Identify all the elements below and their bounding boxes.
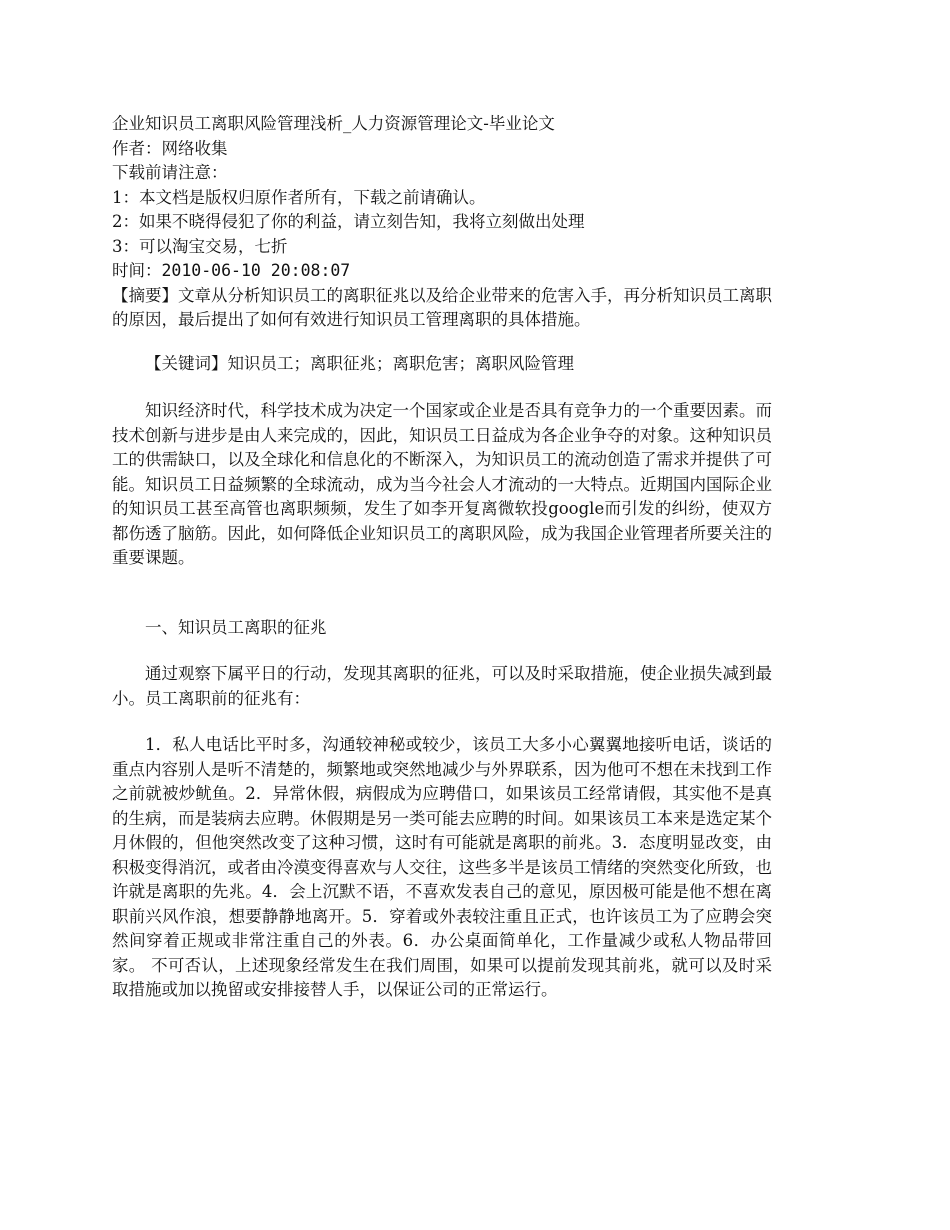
section-1-body-paragraph: 1．私人电话比平时多，沟通较神秘或较少，该员工大多小心翼翼地接听电话，谈话的重点内容别人是听不清楚的，频繁地或突然地减少与外界联系，因为他可不想在未找到工作之前就被炒鱿鱼。2．异常休假，病假成为应聘借口，如果该员工经常请假，其实他不是真的生病，而是装病去应聘。休假期是另一类可能去应聘的时间。如果该员工本来是选定某个月休假的，但他突然改变了这种习惯，这时有可能就是离职的前兆。3．态度明显改变，由积极变得消沉，或者由冷漠变得喜欢与人交往，这些多半是该员工情绪的突然变化所致，也许就是离职的先兆。4．会上沉默不语，不喜欢发表自己的意见，原因极可能是他不想在离职前兴风作浪，想要静静地离开。5．穿着或外表较注重且正式，也许该员工为了应聘会突然间穿着正规或非常注重自己的外表。6．办公桌面简单化，工作量减少或私人物品带回家。 不可否认，上述现象经常发生在我们周围，如果可以提前发现其前兆，就可以及时采取措施或加以挽留或安排接替人手，以保证公司的正常运行。 (112, 735, 772, 999)
keywords-paragraph: 【关键词】知识员工；离职征兆；离职危害；离职风险管理 (145, 353, 574, 373)
document-page (112, 112, 772, 1003)
abstract-paragraph: 【摘要】文章从分析知识员工的离职征兆以及给企业带来的危害入手，再分析知识员工离职的原因，最后提出了如何有效进行知识员工管理离职的具体措施。 (112, 285, 772, 329)
section-1-intro-paragraph: 通过观察下属平日的行动，发现其离职的征兆，可以及时采取措施，使企业损失减到最小。员工离职前的征兆有： (112, 664, 772, 708)
author-line: 作者：网络收集 (112, 138, 228, 158)
intro-paragraph: 知识经济时代，科学技术成为决定一个国家或企业是否具有竞争力的一个重要因素。而技术创新与进步是由人来完成的，因此，知识员工日益成为各企业争夺的对象。这种知识员工的供需缺口，以及全球化和信息化的不断深入，为知识员工的流动创造了需求并提供了可能。知识员工日益频繁的全球流动，成为当今社会人才流动的一大特点。近期国内国际企业的知识员工甚至高管也离职频频，发生了如李开复离微软投google而引发的纠纷，使双方都伤透了脑筋。因此，如何降低企业知识员工的离职风险，成为我国企业管理者所要关注的重要课题。 (112, 401, 772, 567)
document-title: 企业知识员工离职风险管理浅析_人力资源管理论文-毕业论文 (112, 114, 555, 133)
download-notice-heading: 下载前请注意： (112, 163, 228, 182)
notice-item-1: 1：本文档是版权归原作者所有，下载之前请确认。 (112, 187, 486, 207)
notice-item-2: 2：如果不晓得侵犯了你的利益，请立刻告知，我将立刻做出处理 (112, 212, 585, 231)
timestamp-line: 时间：2010-06-10 20:08:07 (112, 261, 351, 280)
section-1-heading: 一、知识员工离职的征兆 (145, 617, 327, 637)
notice-item-3: 3：可以淘宝交易，七折 (112, 236, 288, 256)
